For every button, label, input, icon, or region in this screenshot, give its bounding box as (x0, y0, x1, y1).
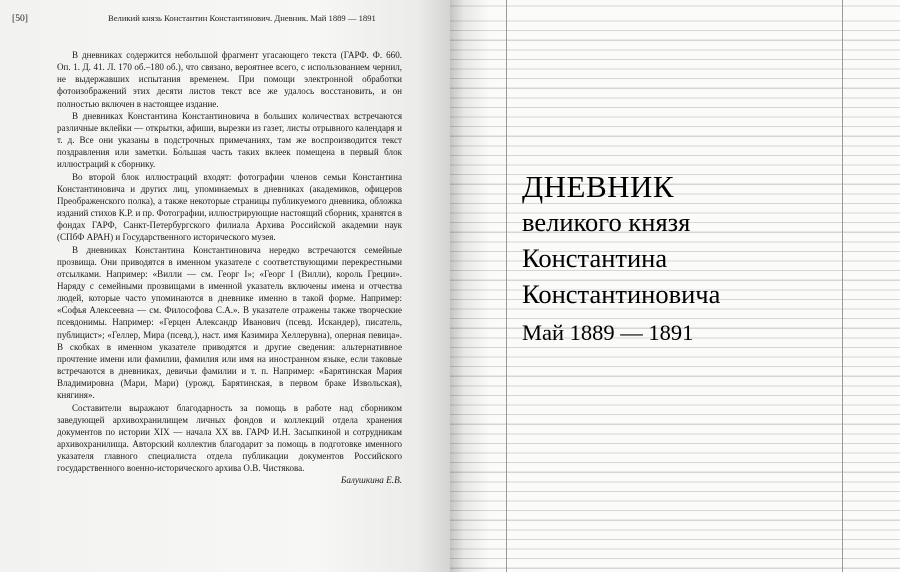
running-title: Великий князь Константин Константинович. Дневник. Май 1889 — 1891 (107, 13, 376, 23)
title-subtitle-3: Константиновича (522, 279, 721, 309)
margin-line-right (842, 0, 843, 572)
page-number: [50] (12, 13, 28, 24)
running-head (12, 13, 410, 24)
title-subtitle-1: великого князя (522, 207, 691, 237)
title-block (522, 168, 720, 350)
paragraph: В дневниках содержится небольшой фрагмент угасающего текста (ГАРФ. Ф. 660. Оп. 1. Д. 41. Л. 170 об.–180 об.), что связано, вероятнее всего, с использованием чернил, не выдержавших испытания временем. При помощи электронной обработки фотоизображений этих десяти листов текст все же удалось восстановить, и он полностью включен в настоящее издание. (57, 50, 402, 109)
title-subtitle-2: Константина (522, 243, 668, 273)
paragraph: Во второй блок иллюстраций входят: фотографии членов семьи Константина Константиновича и других лиц, упоминаемых в дневниках (академиков, офицеров Преображенского полка), а также некоторые страницы публикуемого дневника, обложка изданий стихов К.Р. и пр. Фотографии, иллюстрирующие настоящий сборник, хранятся в фондах ГАРФ, Санкт-Петербургского филиала Архива Российской академии наук (СПбФ АРАН) и Государственного исторического музея. (57, 171, 402, 243)
signature: Балушкина Е.В. (340, 475, 402, 486)
title-main: ДНЕВНИК (522, 169, 675, 204)
paragraph: В дневниках Константина Константиновича нередко встречаются семейные прозвища. Они приводятся в именном указателе с соответствующими перекрестными отсылками. Например: «Вилли — см. Георг I»; «Георг I (Вилли), король Греции». Наряду с семейными прозвищами в именной указатель включены имена и отчества людей, которые часто упоминаются в дневнике именно в такой форме. Например: «Софья Алексеевна — см. Философова С.А.». В указателе отражены также творческие псевдонимы. Например: «Герцен Александр Иванович (псевд. Искандер), писатель, публицист»; «Геллер, Мира (псевд.), наст. имя Казимира Хеллерувна), оперная певица». В скобках в именном указателе приводятся и другие сведения: альтернативное прочтение имени или фамилии, фамилия или имя на иностранном языке, если таковые встречаются в дневниках, девичьи фамилии и т. п. Например: «Барятинская Мария Владимировна (Мари, Мари) (урожд. Барятинская, в первом браке Извольская), княгиня». (57, 244, 402, 401)
paragraph: Составители выражают благодарность за помощь в работе над сборником заведующей архивохранилищем личных фондов и коллекций отдела хранения документов по истории XIX — начала XX вв. ГАРФ И.Н. Засыпкиной и сотрудникам архивохранилища. Авторский коллектив благодарит за помощь в подготовке именного указателя главного специалиста отдела публикации документов Российского государственного военно-исторического архива О.В. Чистякова. (57, 402, 402, 474)
body-text (57, 49, 402, 487)
margin-line-left (506, 0, 507, 572)
paragraph: В дневниках Константина Константиновича в больших количествах встречаются различные вклейки — открытки, афиши, вырезки из газет, листы отрывного календаря и т. д. Все они указаны в подстрочных примечаниях, там же воспроизводится текст поздравления или заметки. Бо́льшая часть таких вклеек помещена в первый блок иллюстраций к сборнику. (57, 110, 402, 170)
title-dates: Май 1889 — 1891 (522, 320, 694, 345)
